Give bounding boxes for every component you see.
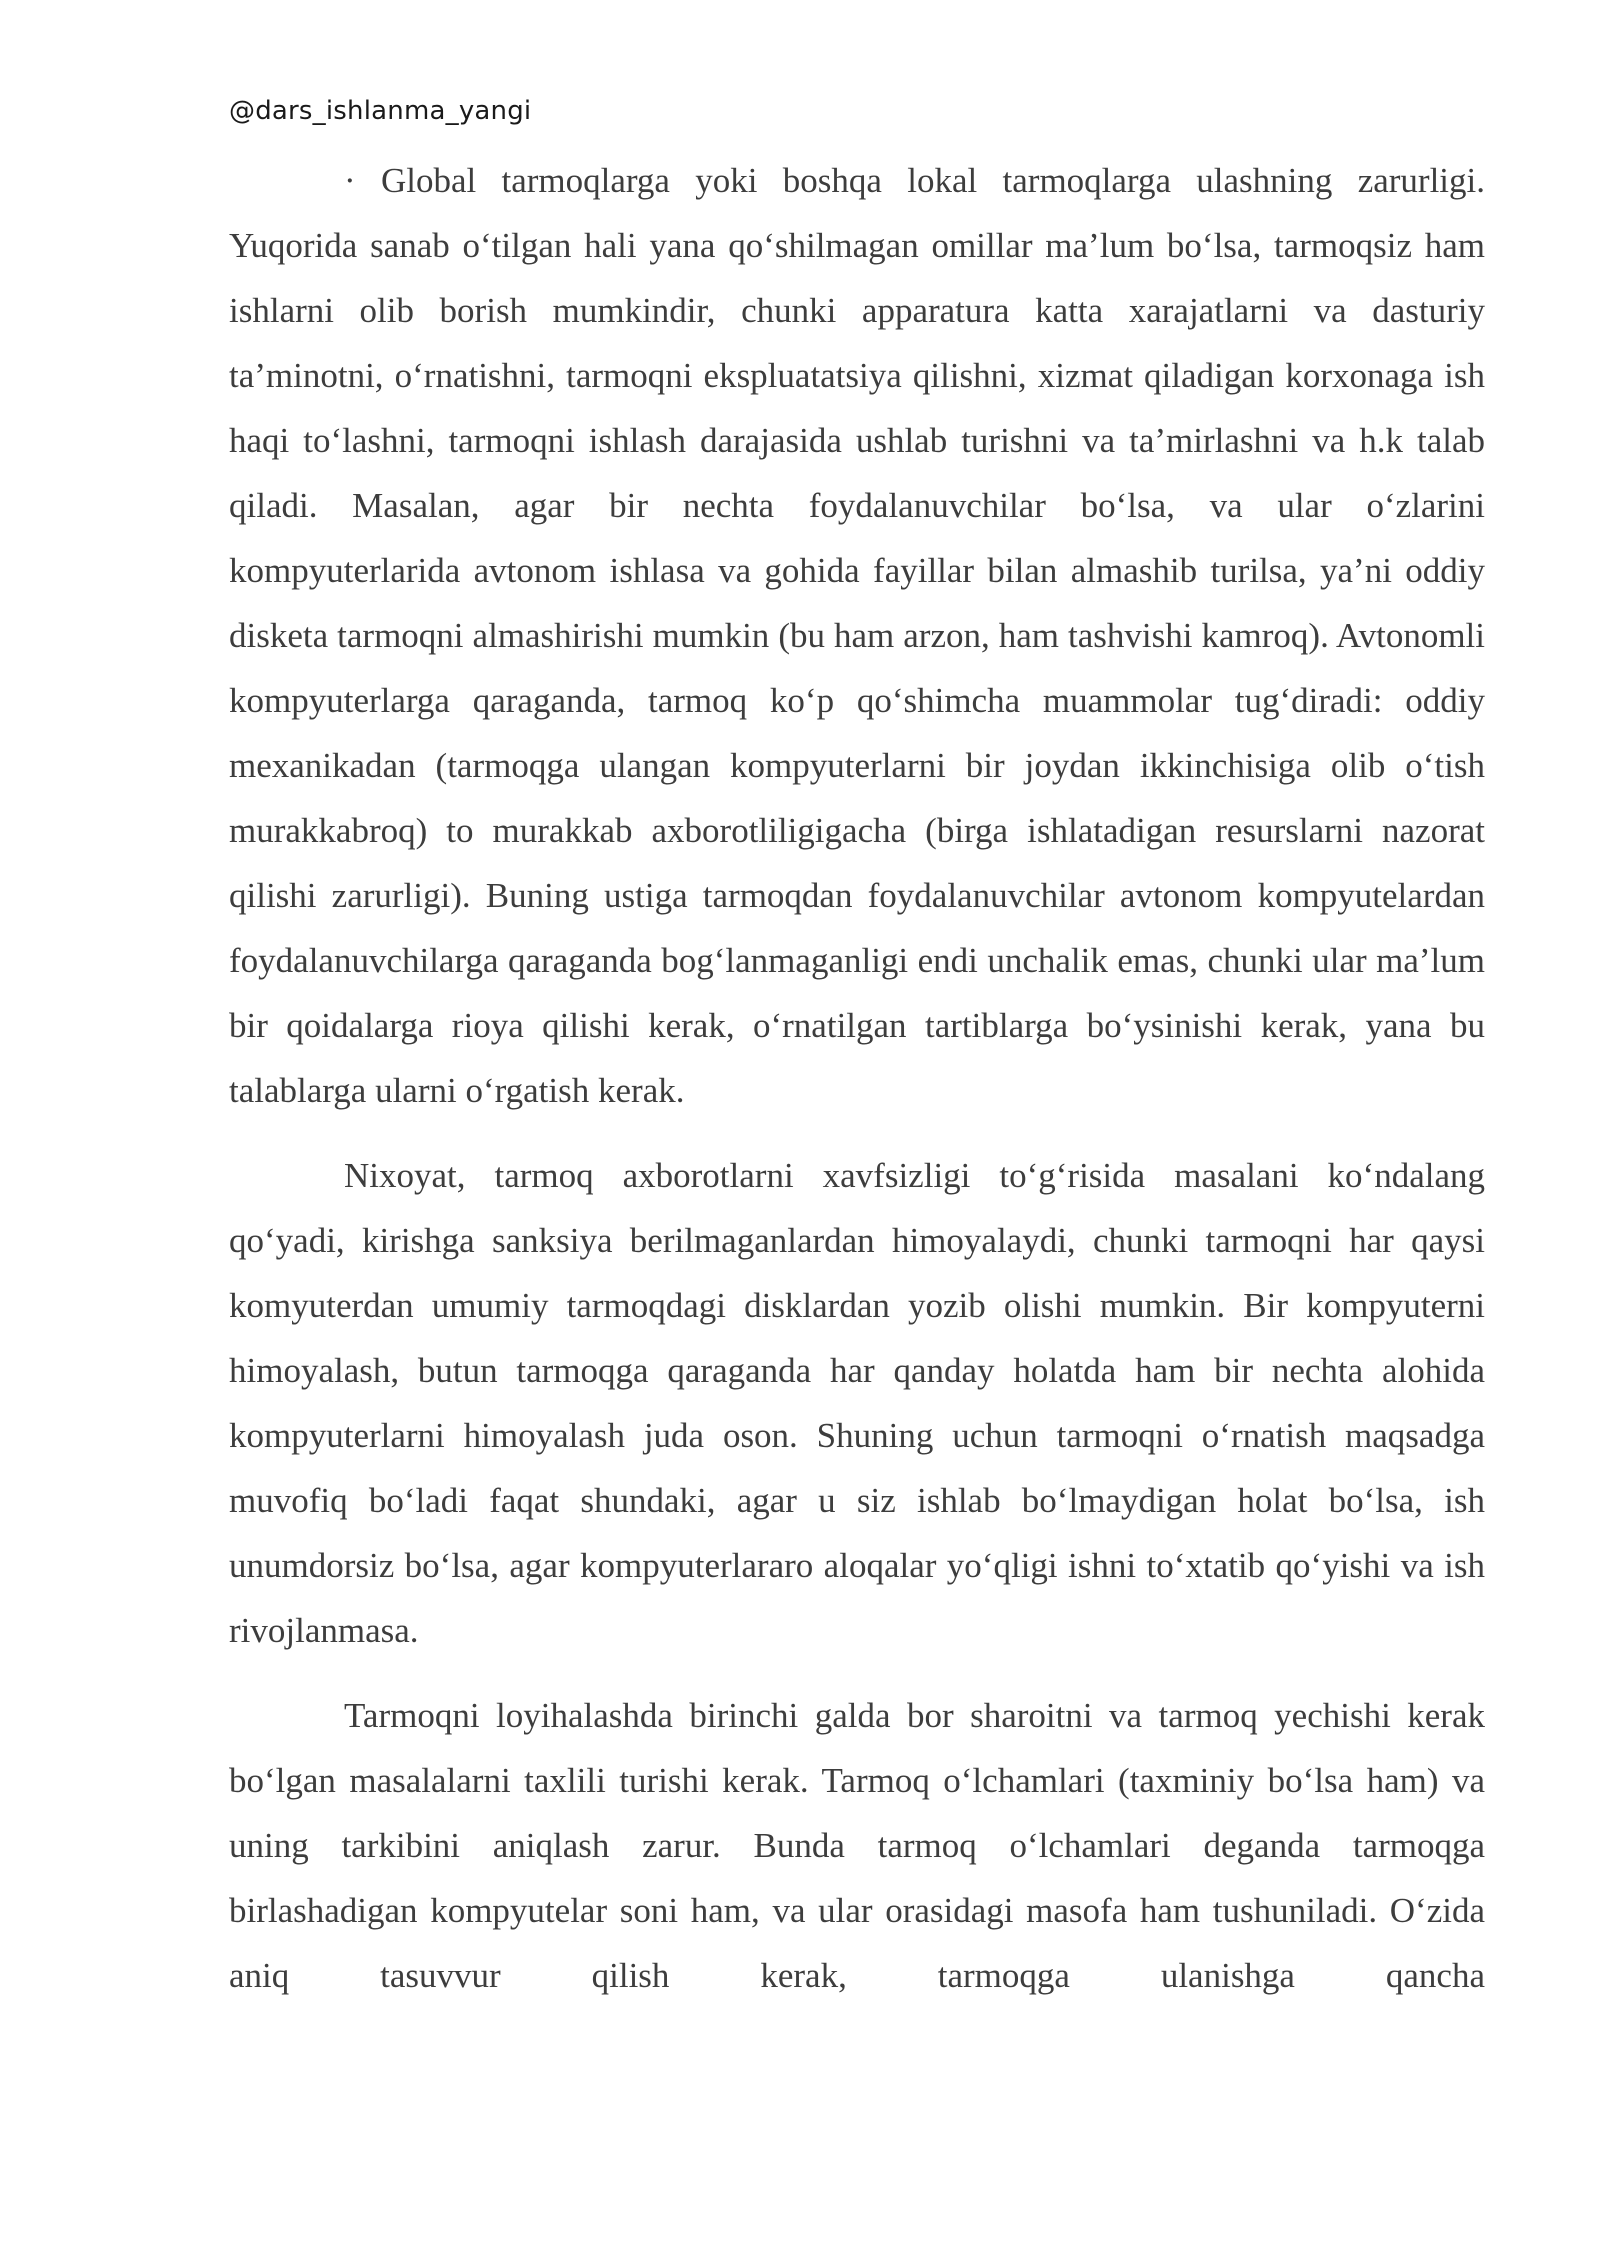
header-handle: @dars_ishlanma_yangi xyxy=(229,96,532,126)
paragraph: · Global tarmoqlarga yoki boshqa lokal tarmoqlarga ulashning zarurligi. Yuqorida sanab o‘tilgan hali yana qo‘shilmagan omillar ma’lum bo‘lsa, tarmoqsiz ham ishlarni olib borish mumkindir, chunki apparatura katta xarajatlarni va dasturiy ta’minotni, o‘rnatishni, tarmoqni ekspluatatsiya qilishni, xizmat qiladigan korxonaga ish haqi to‘lashni, tarmoqni ishlash darajasida ushlab turishni va ta’mirlashni va h.k talab qiladi. Masalan, agar bir nechta foydalanuvchilar bo‘lsa, va ular o‘zlarini kompyuterlarida avtonom ishlasa va gohida fayillar bilan almashib turilsa, ya’ni oddiy disketa tarmoqni almashirishi mumkin (bu ham arzon, ham tashvishi kamroq). Avtonomli kompyuterlarga qaraganda, tarmoq ko‘p qo‘shimcha muammolar tug‘diradi: oddiy mexanikadan (tarmoqga ulangan kompyuterlarni bir joydan ikkinchisiga olib o‘tish murakkabroq) to murakkab axborotliligigacha (birga ishlatadigan resurslarni nazorat qilishi zarurligi). Buning ustiga tarmoqdan foydalanuvchilar avtonom kompyutelardan foydalanuvchilarga qaraganda bog‘lanmaganligi endi unchalik emas, chunki ular ma’lum bir qoidalarga rioya qilishi kerak, o‘rnatilgan tartiblarga bo‘ysinishi kerak, yana bu talablarga ularni o‘rgatish kerak. xyxy=(229,161,1485,1110)
paragraph: Nixoyat, tarmoq axborotlarni xavfsizligi to‘g‘risida masalani ko‘ndalang qo‘yadi, kirishga sanksiya berilmaganlardan himoyalaydi, chunki tarmoqni har qaysi komyuterdan umumiy tarmoqdagi disklardan yozib olishi mumkin. Bir kompyuterni himoyalash, butun tarmoqga qaraganda har qanday holatda ham bir nechta alohida kompyuterlarni himoyalash juda oson. Shuning uchun tarmoqni o‘rnatish maqsadga muvofiq bo‘ladi faqat shundaki, agar u siz ishlab bo‘lmaydigan holat bo‘lsa, ish unumdorsiz bo‘lsa, agar kompyuterlararo aloqalar yo‘qligi ishni to‘xtatib qo‘yishi va ish rivojlanmasa. xyxy=(229,1156,1485,1650)
document-body xyxy=(229,148,1485,2008)
paragraph: Tarmoqni loyihalashda birinchi galda bor sharoitni va tarmoq yechishi kerak bo‘lgan masalalarni taxlili turishi kerak. Tarmoq o‘lchamlari (taxminiy bo‘lsa ham) va uning tarkibini aniqlash zarur. Bunda tarmoq o‘lchamlari deganda tarmoqga birlashadigan kompyutelar soni ham, va ular orasidagi masofa ham tushuniladi. O‘zida aniq tasuvvur qilish kerak, tarmoqga ulanishga qancha xyxy=(229,1696,1485,1995)
